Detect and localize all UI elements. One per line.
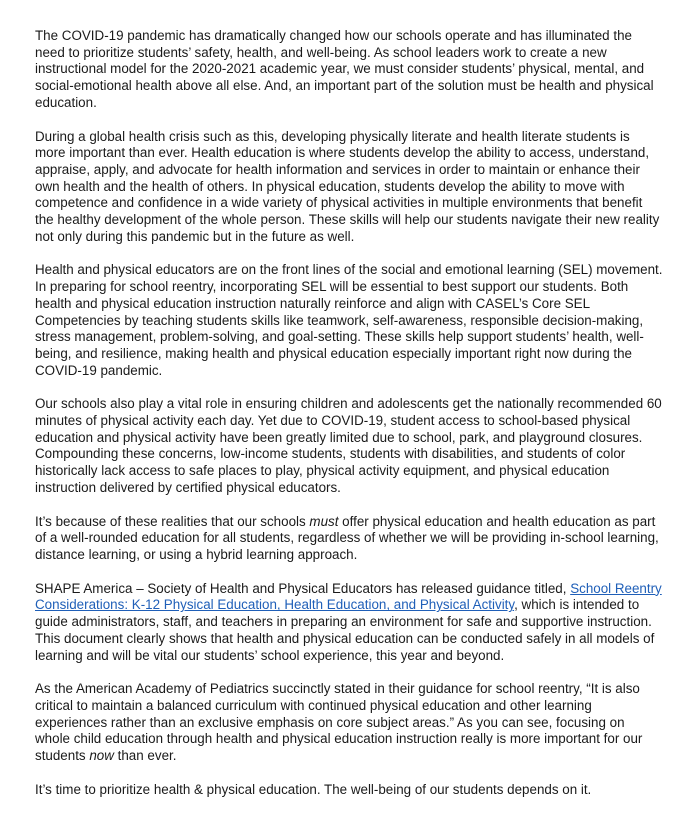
paragraph-closing: It’s time to prioritize health & physical education. The well-being of our students depends on it. bbox=[35, 781, 592, 797]
paragraph-realities bbox=[35, 514, 663, 564]
emphasis-now: now bbox=[89, 748, 114, 764]
emphasis-must: must bbox=[309, 513, 339, 529]
paragraph-shape-america bbox=[35, 581, 663, 665]
paragraph-realities-text-start: It’s because of these realities that our schools bbox=[35, 513, 310, 529]
paragraph-realities-text-end: offer physical education and health education as part of a well-rounded education for all students, regardless of whether we will be providing in-school learning, distance learning, or using a hybrid learning approach. bbox=[35, 513, 659, 562]
paragraph-intro: The COVID-19 pandemic has dramatically changed how our schools operate and has illuminated the need to prioritize students’ safety, health, and well-being. As school leaders work to create a new instructional model for the 2020-2021 academic year, we must consider students’ physical, mental, and social-emotional health above all else. And, an important part of the solution must be health and physical education. bbox=[35, 28, 654, 110]
paragraph-aap-text-end: than ever. bbox=[113, 748, 177, 764]
document-body bbox=[35, 28, 663, 798]
paragraph-shape-text-start: SHAPE America – Society of Health and Physical Educators has released guidance titled, bbox=[35, 580, 571, 596]
paragraph-shape-text-end: , which is intended to guide administrators, staff, and teachers in preparing an environment for safe and supportive instruction. This document clearly shows that health and physical education can be conducted safely in all models of learning and will be vital our students’ school experience, this year and beyond. bbox=[35, 597, 655, 663]
paragraph-aap-quote bbox=[35, 681, 663, 765]
school-reentry-guidance-link[interactable]: School Reentry Considerations: K-12 Physical Education, Health Education, and Physical Activity bbox=[35, 580, 662, 613]
paragraph-health-literacy: During a global health crisis such as this, developing physically literate and health literate students is more important than ever. Health education is where students develop the ability to access, understand, appraise, apply, and advocate for health information and services in order to maintain or enhance their own health and the health of others. In physical education, students develop the ability to move with competence and confidence in a wide variety of physical activities in multiple environments that benefit the healthy development of the whole person. These skills will help our students navigate their new reality not only during this pandemic but in the future as well. bbox=[35, 128, 660, 244]
paragraph-aap-text-start: As the American Academy of Pediatrics succinctly stated in their guidance for school reentry, “It is also critical to maintain a balanced curriculum with continued physical education and other learning experiences rather than an exclusive emphasis on core subject areas.” As you can see, focusing on whole child education through health and physical education instruction really is more important for our students bbox=[35, 681, 643, 764]
paragraph-physical-activity: Our schools also play a vital role in ensuring children and adolescents get the nationally recommended 60 minutes of physical activity each day. Yet due to COVID-19, student access to school-based physical education and physical activity have been greatly limited due to school, park, and playground closures. Compounding these concerns, low-income students, students with disabilities, and students of color historically lack access to safe places to play, physical activity equipment, and physical education instruction delivered by certified physical educators. bbox=[35, 396, 662, 495]
paragraph-sel: Health and physical educators are on the front lines of the social and emotional learning (SEL) movement. In preparing for school reentry, incorporating SEL will be essential to best support our students. Both health and physical education instruction naturally reinforce and align with CASEL’s Core SEL Competencies by teaching students skills like teamwork, self-awareness, responsible decision-making, stress management, problem-solving, and goal-setting. These skills help support students’ health, well-being, and resilience, making health and physical education especially important right now during the COVID-19 pandemic. bbox=[35, 262, 663, 378]
